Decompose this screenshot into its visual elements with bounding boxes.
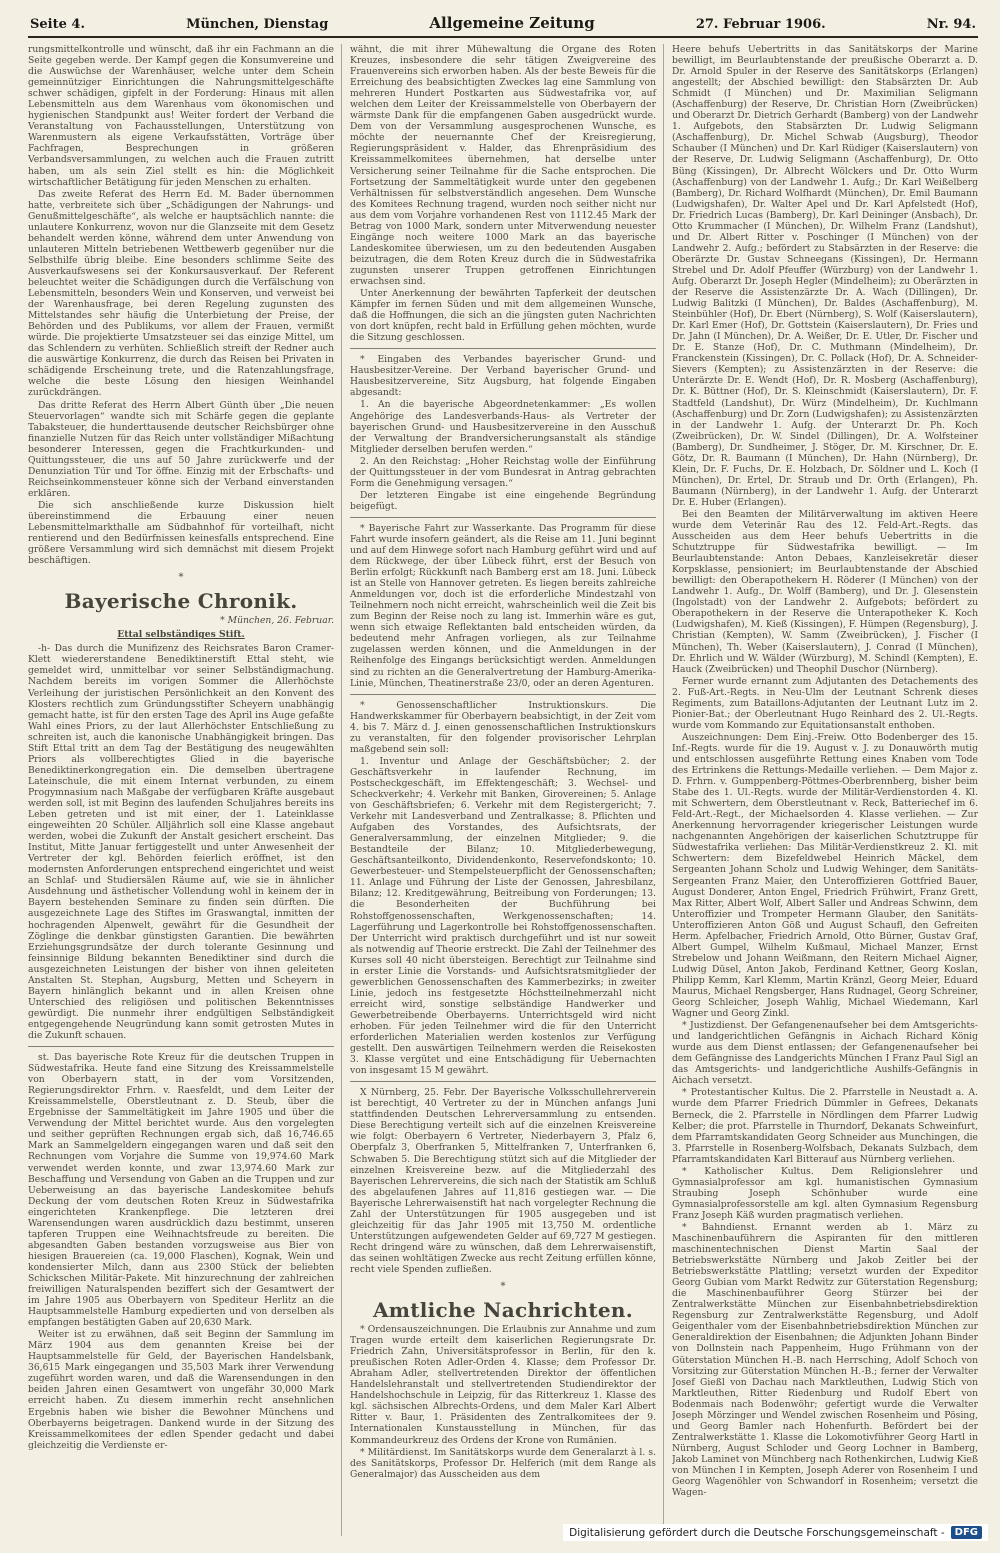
divider [350, 348, 656, 349]
separator-asterisk: * [500, 1281, 506, 1293]
article-paragraph: * Eingaben des Verbandes bayerischer Grund- und Hausbesitzer-Vereine. Der Verband bayerischer Grund- und Hausbesitzervereine, Sitz Augsburg, hat folgende Eingaben abgesandt: [350, 354, 656, 399]
article-paragraph: * Bayerische Fahrt zur Wasserkante. Das Programm für diese Fahrt wurde insofern geändert, als die Reise am 11. Juni beginnt und auf dem Hinwege sofort nach Hamburg geführt wird und auf dem Rückwege, der über Lübeck führt, erst der Besuch von Berlin erfolgt; Rückkunft nach Bamberg erst am 18. Juni. Lübeck ist an Stelle von Hannover getreten. Es liegen bereits zahlreiche Anmeldungen vor, doch ist die erforderliche Mindestzahl von Teilnehmern noch nicht erreicht, wahrscheinlich weil die Zeit bis zum Beginn der Reise noch zu lang ist. Immerhin wäre es gut, wenn sich etwaige Reflektanten bald entscheiden würden, da bedeutend mehr Anfragen vorliegen, als zur Teilnahme zugelassen werden können, und die Anmeldungen in der Reihenfolge des Eingangs berücksichtigt werden. Anmeldungen sind zu richten an die Generalvertretung der Hamburg-Amerika-Linie, München, Theatinerstraße 23/0, oder an deren Agenturen. [350, 522, 656, 689]
article-paragraph: Unter Anerkennung der bewährten Tapferkeit der deutschen Kämpfer im fernen Süden und mit dem allgemeinen Wunsche, daß die Hoffnungen, die sich an die jüngsten guten Nachrichten von dort knüpfen, recht bald in Erfüllung gehen möchten, wurde die Sitzung geschlossen. [350, 288, 656, 344]
article-paragraph: * Katholischer Kultus. Dem Religionslehrer und Gymnasialprofessor am kgl. humanistischen Gymnasium Straubing Joseph Schönhuber wurde eine Gymnasialprofessorstelle am kgl. alten Gymnasium Regensburg Franz Joseph Käß wurden pragmatisch verliehen. [672, 1165, 978, 1221]
article-paragraph: rungsmittelkontrolle und wünscht, daß ihr ein Fachmann an die Seite gegeben werde. Der Kampf gegen die Konsumvereine und die Auswüchse der Warenhäuser, welche unter dem Schein gemeinnütziger Einrichtungen die Nahrungsmittelgeschäfte schwer schädigen, gipfelt in der Forderung: Hinaus mit allen Lebensmitteln aus dem Warenhaus vom ökonomischen und hygienischen Standpunkt aus! Weiter fordert der Verband die Veranstaltung von Fachausstellungen, Unterstützung von Warenmustern als eigene Verkaufsstätten, Vorträge über Fachfragen, Besprechungen in größeren Verbandsversammlungen, zu welchen auch die Frauen zutritt haben, um als sein Ziel stellt es hin: die Möglichkeit wirtschaftlicher Betätigung für jeden Menschen zu erhalten. [28, 44, 334, 188]
article-paragraph: st. Das bayerische Rote Kreuz für die deutschen Truppen in Südwestafrika. Heute fand eine Sitzung des Kreissammelstelle von Oberbayern statt, in der vom Vorsitzenden, Regierungsdirektor Frhrn. v. Raesfeldt, und dem Leiter der Kreissammelstelle, Oberstleutnant z. D. Steub, über die Ergebnisse der Sammeltätigkeit im Jahre 1905 und über die Verwendung der Mittel berichtet wurde. Aus den vorgelegten und seither geprüften Rechnungen ergab sich, daß 16,746.65 Mark an Sammelgeldern eingegangen waren und daß seit den Rechnungen vom Vorjahre die Summe von 19,974.60 Mark verwendet werden konnte, und zwar 13,974.60 Mark zur Beschaffung und Versendung von Gaben an die Truppen und zur Ueberweisung an das bayerische Landeskomitee behufs Deckung der vom deutschen Roten Kreuz in Südwestafrika eingerichteten Krankenpflege. Die letzteren drei Warensendungen waren ausdrücklich dazu bestimmt, unseren tapferen Truppen eine Weihnachtsfreude zu bereiten. Die abgesandten Gaben bestanden vorzugsweise aus Bier von hiesigen Brauereien (ca. 19,000 Flaschen), Kognak, Wein und kondensierter Milch, dann aus 2300 Stück der beliebten Schickschen Militär-Pakete. Mit hinzurechnung der zahlreichen freiwilligen Naturalspenden beziffert sich der Gesamtwert der im Jahre 1905 aus Oberbayern von Spediteur Herlitz an die Hauptsammelstelle Hamburg expedierten und von derselben als empfangen bestätigten Gaben auf 20,630 Mark. [28, 1052, 334, 1329]
article-paragraph: * Bahndienst. Ernannt werden ab 1. März zu Maschinenbauführern die Aspiranten für den mittleren maschinentechnischen Dienst Martin Saal der Betriebswerkstätte Nürnberg und Jakob Zeitler bei der Betriebswerkstätte Plattling; versetzt wurden der Expeditor Georg Gubian vom Markt Redwitz zur Güterstation Regensburg; die Maschinenbauführer Georg Stürzer bei der Zentralwerkstätte München zur Eisenbahnbetriebsdirektion Regensburg zur Zentralwerkstätte Regensburg, und Adolf Geigenthaler vom der Eisenbahnbetriebsdirektion München zur Generaldirektion der Eisenbahnen; die Adjunkten Johann Binder von Dollnstein nach Pappenheim, Hugo Frühmann von der Güterstation München H.-B. nach Herrsching, Adolf Schoch von Vorsitzing zur Güterstation München H.-B.; ferner der Verwalter Josef Gießl von Dachau nach Marktleuthen, Ludwig Stich von Marktleuthen, Ritter Riedenburg und Rudolf Ebert von Bodenmais nach Bodenwöhr; gefertigt wurde die Verwalter Joseph Mörzinger und Wendel zwischen Rosenheim und Pösing, und Georg Bamler nach Hohenfurth. Befördert bei der Zentralwerkstätte 1. Klasse die Lokomotivführer Georg Hartl in Nürnberg, August Schloder und Georg Lochner in Bamberg, Jakob Laminet von Münchberg nach Rothenkirchen, Ludwig Kieß von München I in Kempten, Joseph Aderer von Rosenheim I und Georg Wagenöhler von Schwandorf in Rosenheim; versetzt die Wagen- [672, 1221, 978, 1499]
page-number: Seite 4. [30, 17, 85, 32]
article-paragraph: Ferner wurde ernannt zum Adjutanten des Detachements des 2. Fuß-Art.-Regts. in Neu-Ulm der Leutnant Schrenk dieses Regiments, zum Bataillons-Adjutanten der Leutnant Lutz im 2. Pionier-Bat.; der Oberleutnant Hugo Reinhard des 2. Ul.-Regts. wurde vom Kommando zur Equitationsanstalt enthoben. [672, 675, 978, 731]
column-2 [350, 44, 664, 1536]
article-paragraph: * Protestantischer Kultus. Die 2. Pfarrstelle in Neustadt a. A. wurde dem Pfarrer Friedrich Dümmler in Gefrees, Dekanats Berneck, die 2. Pfarrstelle in Nördlingen dem Pfarrer Ludwig Kelber; die prot. Pfarrstelle in Thurndorf, Dekanats Schweinfurt, dem Pfarramtskandidaten Georg Schneider aus Munchingen, die 3. Pfarrstelle in Rosenberg-Wolfsbach, Dekanats Sulzbach, dem Pfarramtskandidaten Karl Bitterauf aus Nürnberg verliehen. [672, 1087, 978, 1165]
column-1 [28, 44, 342, 1536]
newspaper-title: Allgemeine Zeitung [429, 14, 595, 32]
article-paragraph: 1. An die bayerische Abgeordnetenkammer: „Es wollen Angehörige des Landesverbands-Haus- als Vertreter der bayerischen Grund- und Hausbesitzervereine in den Ausschuß der Verwaltung der Brandversicherungsanstalt als ständige Mitglieder derselben berufen werden.“ [350, 399, 656, 455]
article-paragraph: * Militärdienst. Im Sanitätskorps wurde dem Generalarzt à l. s. des Sanitätskorps, Professor Dr. Helferich (mit dem Range als Generalmajor) das Ausscheiden aus dem [350, 1446, 656, 1480]
dateline: * München, 26. Februar. [220, 615, 334, 627]
separator-asterisk: * [178, 572, 184, 584]
article-paragraph: wähnt, die mit ihrer Mühewaltung die Organe des Roten Kreuzes, insbesondere die sehr tätigen Zweigvereine des Frauenvereins sich erworben haben. Als der beste Beweis für die Erreichung des beabsichtigten Zweckes lag eine Sammlung von mehreren Hundert Postkarten aus Südwestafrika vor, auf welchen dem Leiter der Kreissammelstelle von Oberbayern der wärmste Dank für die empfangenen Gaben ausgedrückt wurde. Dem von der Versammlung ausgesprochenen Wunsche, es möchte der neuernannte Chef der Kreisregierung, Regierungspräsident v. Halder, das Ehrenpräsidium des Kreissammelkomitees übernehmen, hat derselbe unter Versicherung seiner Teilnahme für die Sache entsprochen. Die Fortsetzung der Sammeltätigkeit wurde unter den gegebenen Verhältnissen für selbstverständlich angesehen. Dem Wunsche des Komitees Rechnung tragend, wurden noch seither nicht nur aus dem vom Vorjahre vorhandenen Rest von 1112.45 Mark der Betrag von 1000 Mark, sondern unter Mitverwendung neuester Eingänge noch weitere 1000 Mark an das bayerische Landeskomitee überwiesen, um zu den bedeutenden Ausgaben beizutragen, die dem Roten Kreuz durch die in Südwestafrika zugunsten unserer Truppen getroffenen Einrichtungen erwachsen sind. [350, 44, 656, 287]
article-paragraph: Heere behufs Uebertritts in das Sanitätskorps der Marine bewilligt, im Beurlaubtenstande der preußische Oberarzt a. D. Dr. Arnold Spuler in der Reserve des Sanitätskorps (Erlangen) angestellt; der Abschied bewilligt: den Stabsärzten Dr. Aub Schmidt (I München) und Dr. Maximilian Seligmann (Aschaffenburg) der Reserve, Dr. Christian Horn (Zweibrücken) und Oberarzt Dr. Dietrich Gerhardt (Bamberg) von der Landwehr 1. Aufgebots, den Stabsärzten Dr. Ludwig Seligmann (Aschaffenburg), Dr. Michel Schwab (Augsburg), Theodor Schauber (I München) und Dr. Karl Rüdiger (Kaiserslautern) von der Reserve, Dr. Ludwig Seligmann (Aschaffenburg), Dr. Otto Büng (Kissingen), Dr. Albrecht Wölckers und Dr. Otto Wurm (Aschaffenburg) von der Landwehr 1. Aufg.; Dr. Karl Weißelberg (Bamberg), Dr. Richard Wolfhardt (München), Dr. Emil Baumann (Ludwigshafen), Dr. Walter Apel und Dr. Karl Apfelstedt (Hof), Dr. Friedrich Lucas (Bamberg), Dr. Karl Deininger (Ansbach), Dr. Otto Krummacher (I München), Dr. Wilhelm Franz (Landshut), und Dr. Albert Ritter v. Poschinger (I München) von der Landwehr 2. Aufg.; befördert zu Stabsärzten in der Reserve: die Oberärzte Dr. Gustav Schneegans (Kissingen), Dr. Hermann Strebel und Dr. Adolf Pfeuffer (Würzburg) von der Landwehr 1. Aufg. Oberarzt Dr. Joseph Hegler (Mindelheim); zu Oberärzten in der Reserve die Assistenzärzte Dr. A. Wach (Dillingen), Dr. Ludwig Balitzki (I München), Dr. Baldes (Aschaffenburg), M. Steinbühler (Hof), Dr. Ebert (Nürnberg), S. Wolf (Kaiserslautern), Dr. Karl Emer (Hof), Dr. Gottstein (Kaiserslautern), Dr. Fries und Dr. Jahn (I München), Dr. A. Weißer, Dr. E. Utler, Dr. Fischer und Dr. E. Stanze (Hof), Dr. C. Muthmann (Mindelheim), Dr. Franckenstein (Kissingen), Dr. C. Pollack (Hof), Dr. A. Schneider-Sievers (Kempten); zu Assistenzärzten in der Reserve: die Unterärzte Dr. E. Wendt (Hof), Dr. R. Mosberg (Aschaffenburg), Dr. K. Büttner (Hof), Dr. S. Kleinschmidt (Kaiserslautern), Dr. F. Stadtfeld (Landshut), Dr. Würz (Mindelheim), Dr. Kuchlmann (Aschaffenburg) und Dr. Zorn (Ludwigshafen); zu Assistenzärzten in der Landwehr 1. Aufg. der Unterarzt Dr. Ph. Koch (Zweibrücken), Dr. W. Sindel (Dillingen), Dr. A. Wolfsteiner (Bamberg), Dr. Sundheimer, J. Stöger, Dr. M. Kirschner, Dr. E. Götz, Dr. R. Baumann (I München), Dr. Hahn (Nürnberg), Dr. Klein, Dr. F. Fuchs, Dr. E. Holzbach, Dr. Söldner und L. Koch (I München), Dr. Ertel, Dr. Straub und Dr. Orth (Erlangen), Ph. Baumann (Nürnberg), in der Landwehr 1. Aufg. der Unterarzt Dr. E. Huber (Erlangen). [672, 44, 978, 508]
divider [28, 1046, 334, 1047]
issue-number: Nr. 94. [926, 17, 976, 32]
article-paragraph: Weiter ist zu erwähnen, daß seit Beginn der Sammlung im März 1904 aus dem genannten Kreise bei der Hauptsammelstelle für Geld, der Bayerischen Handelsbank, 36,615 Mark eingegangen und 35,503 Mark ihrer Verwendung zugeführt worden waren, und daß die Warensendungen in den beiden Jahren einen Gesamtwert von ungefähr 30,000 Mark erreicht haben. Zu diesem immerhin recht ansehnlichen Ergebnis haben wie bisher die Bewohner Münchens und Oberbayerns beigetragen. Dankend wurde in der Sitzung des Kreissammelkomitees der edlen Spender gedacht und dabei gleichzeitig die Verdienste er- [28, 1329, 334, 1451]
article-subhead: Ettal selbständiges Stift. [117, 629, 245, 641]
divider [350, 1081, 656, 1082]
article-paragraph: * Justizdienst. Der Gefangenenaufseher bei dem Amtsgerichts- und landgerichtlichen Gefängnis in Aichach Richard König wurde aus dem Dienst entlassen; der Gefangenenaufseher bei dem Gefängnisse des Landgerichts München I Franz Paul Sigl an das Amtsgerichts- und landgerichtliche Aushilfs-Gefängnis in Aichach versetzt. [672, 1020, 978, 1087]
digitization-footer [563, 1524, 988, 1541]
article-paragraph: Das zweite Referat des Herrn Ed. M. Bader übernommen hatte, verbreitete sich über „Schädigungen der Nahrungs- und Genußmittelgeschäfte“, als welche er hauptsächlich nannte: die unlautere Konkurrenz, wovon nur die Glanzseite mit dem Gesetz behandelt werden könne, während dem unter Anwendung von unlauteren Mitteln betriebenen Wettbewerb gegenüber nur die Selbsthilfe übrig bleibe. Eine besonders schlimme Seite des Ausverkaufswesens sei der Konkursausverkauf. Der Referent beleuchtet weiter die Schädigungen durch die Verfälschung von Lebensmitteln, besonders Wein und Konserven, und verweist bei der Warenhausfrage, bei deren Regelung zugunsten des Mittelstandes sehr häufig die Unterbietung der Preise, der Behörden und des Publikums, vor allem der Frauen, vermißt würde. Die projektierte Umsatzsteuer sei das einzige Mittel, um das Schlendern zu verhüten. Schließlich streift der Redner auch die auswärtige Konkurrenz, die durch das Reisen bei Privaten in schädigende Erscheinung trete, und die Ratenzahlungsfrage, welche die beste Lösung den hiesigen Weinhandel zurückdrängen. [28, 188, 334, 399]
section-title-bayerische-chronik: Bayerische Chronik. [64, 589, 298, 614]
article-paragraph: Auszeichnungen: Dem Einj.-Freiw. Otto Bodenberger des 15. Inf.-Regts. wurde für die 19. August v. J. zu Donauwörth mutig und entschlossen ausgeführte Rettung eines Knaben vom Tode des Ertrinkens die Rettungs-Medaille verliehen. — Dem Major z. D. Frhrn. v. Gumppenberg-Pöttmes-Oberbrennberg, bisher beim Stabe des 1. Ul.-Regts. wurde der Militär-Verdienstorden 4. Kl. mit Schwertern, dem Oberstleutnant v. Reck, Batteriechef im 6. Feld-Art.-Regt., der Michaelsorden 4. Klasse verliehen. — Zur Anerkennung hervorragender kriegerischer Leistungen wurde nachgenannten Angehörigen der kaiserlichen Schutztruppe für Südwestafrika verliehen: Das Militär-Verdienstkreuz 2. Kl. mit Schwertern: dem Bizefeldwebel Heinrich Mäckel, dem Sergeanten Johann Scholz und Ludwig Wehinger, dem Sanitäts-Sergeanten Franz Maier, den Unteroffizieren Gottfried Bauer, August Donderer, Anton Engel, Friedrich Frühwirt, Franz Grett, Max Ritter, Albert Wolf, Albert Saller und Andreas Schwinn, dem Unteroffizier und Trompeter Hermann Glauber, den Sanitäts-Unteroffizieren Anton Göß und August Schaufl, den Gefreiten Herm. Apfelbacher, Friedrich Arnold, Otto Bürner, Gustav Graf, Albert Gumpel, Wilhelm Kußmaul, Michael Manzer, Ernst Strebelow und Johann Weißmann, den Reitern Michael Aigner, Ludwig Düsel, Anton Jakob, Ferdinand Kettner, Georg Koslan, Philipp Kemm, Karl Klemm, Martin Kränzl, Georg Meier, Eduard Maurus, Michael Rengsberger, Hans Rudnagel, Georg Schreiner, Georg Schleicher, Joseph Wahlig, Michael Wiedemann, Karl Wagner und Georg Zinkl. [672, 731, 978, 1020]
article-paragraph: -h- Das durch die Munifizenz des Reichsrates Baron Cramer-Klett wiedererstandene Benediktinerstift Ettal steht, wie gemeldet wird, unmittelbar vor seiner Selbständigmachung. Nachdem bereits im vorigen Sommer die Allerhöchste Verleihung der juristischen Persönlichkeit an den Konvent des Klosters rechtlich zum Gründungsstifter Scheyern unabhängig gemacht hatte, ist für den ersten Tage des April ins Auge gefaßte Wahl eines Priors, zu der laut Allerhöchster Entschließung zu schreiten ist, auch die kanonische Unabhängigkeit bringen. Das Stift Ettal tritt an dem Tag der Bestätigung des neugewählten Priors als vollberechtigtes Glied in die bayerische Benediktinerkongregation ein. Die demselben übertragene Lateinschule, die mit einem Internat verbunden, zu einem Progymnasium nach Maßgabe der verfügbaren Kräfte ausgebaut werden soll, ist mit Beginn des laufenden Schuljahres bereits ins Leben getreten und ist mit einer, der 1. Lateinklasse eingeweihten 20 Schüler. Alljährlich soll eine Klasse angebaut werden, wobei die Zukunft der Anstalt gesichert erscheint. Das Institut, Mitte Januar fertiggestellt und unter Anwesenheit der Vertreter der kgl. Behörden feierlich eröffnet, ist den modernsten Anforderungen entsprechend eingerichtet und weist an Schlaf- und Studiersälen Räume auf, wie sie in ähnlicher Ausdehnung und ästhetischer Vollendung wohl in keinem der in Bayern bestehenden Seminare zu finden sein dürften. Die ausgezeichnete Lage des Stiftes im Graswangtal, inmitten der hochragenden Alpenwelt, gewährt für die Gesundheit der Zöglinge die denkbar günstigsten Garantien. Die bewährten Erziehungsgrundsätze der durch tolerante Gesinnung und feinsinnige Bildung bekannten Benediktiner sind durch die ausgezeichneten Leistungen der bisher von ihnen geleiteten Anstalten St. Stephan, Augsburg, Metten und Scheyern in Bayern hinlänglich bekannt und in allen Kreisen ohne Unterschied des religiösen und politischen Bekenntnisses gewürdigt. Die nunmehr ihrer endgültigen Selbständigkeit entgegengehende Neugründung kann somit getrosten Mutes in die Zukunft schauen. [28, 643, 334, 1041]
article-paragraph: 2. An den Reichstag: „Hoher Reichstag wolle der Einführung der Quittungssteuer in der vom Bundesrat in Antrag gebrachten Form die Genehmigung versagen.“ [350, 455, 656, 489]
article-paragraph: Bei den Beamten der Militärverwaltung im aktiven Heere wurde dem Veterinär Rau des 12. Feld-Art.-Regts. das Ausscheiden aus dem Heer behufs Uebertritts in die Schutztruppe für Südwestafrika bewilligt. — Im Beurlaubtenstande: Anton Debaes, Kanzleisekretär dieser Korpsklasse, pensioniert; im Beurlaubtenstande der Abschied bewilligt: den Oberapothekern H. Röderer (I München) von der Landwehr 1. Aufg., Dr. Wolff (Bamberg), und Dr. J. Glesenstein (Ingolstadt) von der Landwehr 2. Aufgebots; befördert zu Oberapothekern in der Reserve die Unterapotheker K. Koch (Ludwigshafen), M. Kieß (Kissingen), F. Hümpen (Regensburg), J. Christian (Kempten), W. Samm (Zweibrücken), J. Fischer (I München), Th. Weber (Kaiserslautern), J. Conrad (I München), Dr. Ehrlich und W. Wälder (Würzburg), M. Schindl (Kempten), E. Hauck (Zweibrücken) und Theophil Duschor (Nürnberg). [672, 508, 978, 675]
column-3 [672, 44, 978, 1536]
dfg-logo-icon: DFG [951, 1526, 982, 1539]
divider [350, 517, 656, 518]
columns [28, 44, 978, 1536]
article-paragraph: 1. Inventur und Anlage der Geschäftsbücher; 2. der Geschäftsverkehr in laufender Rechnung, im Postscheckgeschäft, im Effektengeschäft; 3. Wechsel- und Scheckverkehr; 4. Verkehr mit Banken, Girovereinen; 5. Anlage von Geschäftsbriefen; 6. Verkehr mit dem Registergericht; 7. Verkehr mit Landesverband und Zentralkasse; 8. Pflichten und Aufgaben des Vorstandes, des Aufsichtsrats, der Generalversammlung, der einzelnen Mitglieder; 9. die Bestandteile der Bilanz; 10. Mitgliederbewegung, Geschäftsanteilkonto, Dividendenkonto, Reservefondskonto; 10. Gewerbesteuer- und Stempelsteuerpflicht der Genossenschaften; 11. Anlage und Führung der Liste der Genossen, Jahresbilanz, Bilanz; 12. Kreditgewährung, Beitreibung von Forderungen; 13. die Besonderheiten der Buchführung bei Rohstoffgenossenschaften, Werkgenossenschaften; 14. Lagerführung und Lagerkontrolle bei Rohstoffgenossenschaften. Der Unterricht wird praktisch durchgeführt und ist nur soweit als notwendig auf Theorie erstreckt. Die Zahl der Teilnehmer des Kurses soll 40 nicht übersteigen. Berechtigt zur Teilnahme sind in erster Linie die Vorstands- und Aufsichtsratsmitglieder der gewerblichen Genossenschaften des Kammerbezirks; in zweiter Linie, jedoch ins festgesetzte Höchstteilnehmerzahl nicht erreicht wird, sonstige selbständige Handwerker und Gewerbetreibende Oberbayerns. Unterrichtsgeld wird nicht erhoben. Für jeden Teilnehmer wird die für den Unterricht erforderlichen Materialien werden kostenlos zur Verfügung gestellt. Den auswärtigen Teilnehmern werden die Reisekosten 3. Klasse vergütet und eine Entschädigung für Uebernachten von insgesamt 15 M gewährt. [350, 755, 656, 1077]
article-paragraph: * Ordensauszeichnungen. Die Erlaubnis zur Annahme und zum Tragen wurde erteilt dem kaiserlichen Regierungsrate Dr. Friedrich Zahn, Universitätsprofessor in Berlin, für den k. preußischen Roten Adler-Orden 4. Klasse; dem Professor Dr. Abraham Adler, stellvertretenden Direktor der öffentlichen Handelslehranstalt und stellvertretenden Studiendirektor der Handelshochschule in Leipzig, für das Ritterkreuz 1. Klasse des kgl. sächsischen Albrechts-Ordens, und dem Maler Karl Albert Ritter v. Baur, 1. Präsidenten des Zentralkomitees der 9. Internationalen Kunstausstellung in München, für das Kommandeurkreuz des Ordens der Krone von Rumänien. [350, 1324, 656, 1446]
footer-text: Digitalisierung gefördert durch die Deutsche Forschungsgemeinschaft - [569, 1526, 945, 1539]
article-paragraph: Die sich anschließende kurze Diskussion hielt übereinstimmend die Erbauung einer neuen Lebensmittelmarkthalle am Südbahnhof für vorteilhaft, nicht rentierend und den Bedürfnissen keinesfalls entsprechend. Eine größere Versammlung wird sich demnächst mit diesem Projekt beschäftigen. [28, 499, 334, 567]
article-paragraph: X Nürnberg, 25. Febr. Der Bayerische Volksschullehrerverein ist berechtigt, 40 Vertreter zu der in München anfangs Juni stattfindenden Deutschen Lehrerversammlung zu entsenden. Diese Berechtigung verteilt sich auf die einzelnen Kreisvereine wie folgt: Oberbayern 6 Vertreter, Niederbayern 3, Pfalz 6, Oberpfalz 3, Oberfranken 5, Mittelfranken 7, Unterfranken 6, Schwaben 5. Die Berechtigung stützt sich auf die Mitglieder der einzelnen Kreisvereine bezw. auf die Mitgliederzahl des Bayerischen Lehrervereins, die sich nach der Statistik am Schluß des abgelaufenen Jahres auf 11,816 gestiegen war. — Die Bayerische Lehrerwaisenstift hat nach vorgelegter Rechnung die Zahl der Unterstützungen für 1905 ausgegeben und ist gleichzeitig für das Jahr 1905 mit 13,750 M. ordentliche Unterstützungen aufgewendeten Gelder auf 69,727 M gestiegen. Recht dringend wäre zu wünschen, daß dem Lehrerwaisenstift, das seinen wohltätigen Zwecke aus recht Zeitung erfüllen könne, recht viele Spenden zufließen. [350, 1087, 656, 1275]
article-paragraph: Das dritte Referat des Herrn Albert Günth über „Die neuen Steuervorlagen“ wandte sich mit Schärfe gegen die geplante Tabaksteuer, die hunderttausende deutscher Reichsbürger ohne finanzielle Nutzen für das Reich unter vollständiger Mißachtung besonderer Interessen, gegen die Frachtkurkunden- und Quittungssteuer, die uns auf 50 Jahre zurückwerfe und der Denunziation Tür und Tor öffne. Einzig mit der Erbschafts- und Reichseinkommensteuer könne sich der Verband einverstanden erklären. [28, 399, 334, 499]
newspaper-page [28, 14, 978, 1539]
section-title-amtliche-nachrichten: Amtliche Nachrichten. [372, 1298, 634, 1323]
page-header [28, 14, 978, 38]
issue-date: 27. Februar 1906. [695, 17, 826, 32]
article-paragraph: Der letzteren Eingabe ist eine eingehende Begründung beigefügt. [350, 489, 656, 512]
article-paragraph: * Genossenschaftlicher Instruktionskurs. Die Handwerkskammer für Oberbayern beabsichtigt, in der Zeit vom 4. bis 7. März d. J. einen genossenschaftlichen Instruktionskurs zu veranstalten, für den folgender provisorischer Lehrplan maßgebend sein soll: [350, 699, 656, 755]
divider [350, 694, 656, 695]
place-day: München, Dienstag [186, 17, 329, 32]
